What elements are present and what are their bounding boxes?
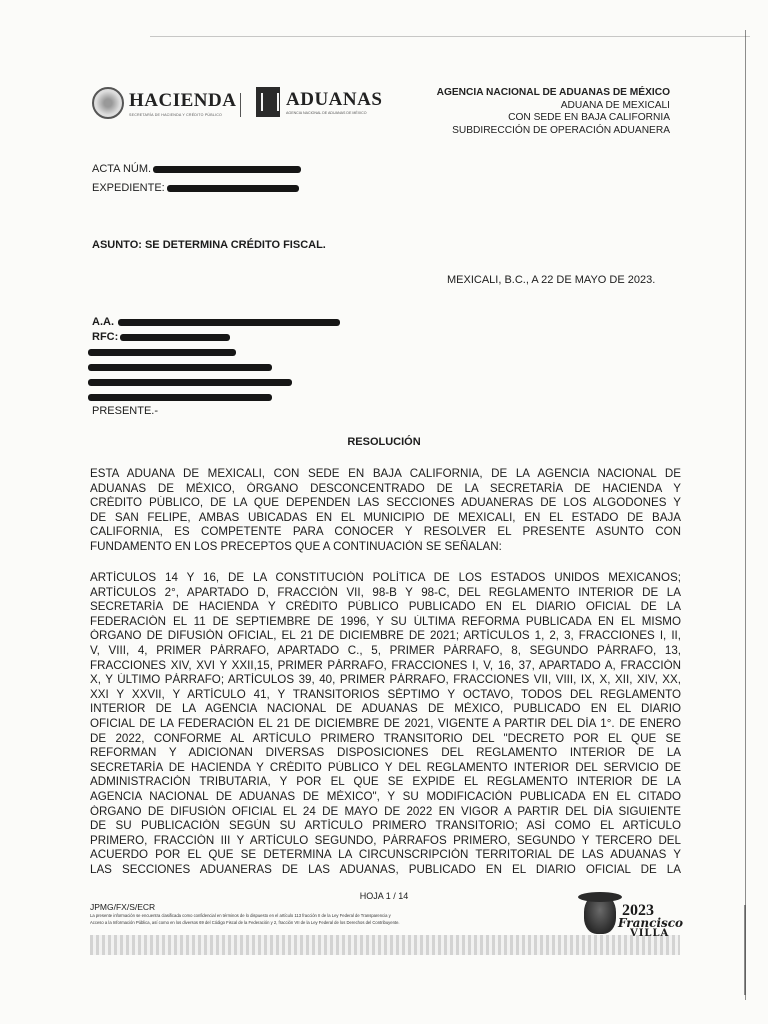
rfc-label: RFC: <box>92 331 119 343</box>
agency-name: AGENCIA NACIONAL DE ADUANAS DE MÉXICO <box>436 87 670 98</box>
redaction-mark <box>118 319 340 326</box>
text-line: SECRETARÍA DE HACIENDA Y CRÉDITO PÚBLICO PUBLICADO EN EL DIARIO OFICIAL DE LA <box>90 600 681 614</box>
legal-basis-paragraph <box>90 571 681 877</box>
author-initials: JPMG/FX/S/ECR <box>90 902 156 912</box>
aduanas-logo <box>256 87 382 117</box>
text-line: DE SU PUBLICACIÓN SEGÚN SU ARTÍCULO PRIMERO TRANSITORIO; ASÍ COMO EL ARTÍCULO <box>90 819 681 833</box>
text-line: V, VIII, 4, PRIMER PÁRRAFO, APARTADO C., 5, PRIMER PÁRRAFO, 8, SEGUNDO PÁRRAFO, 13, <box>90 643 681 657</box>
expediente-field <box>92 182 299 194</box>
logo-year: 2023 <box>622 902 654 919</box>
logo-name-last: VILLA <box>630 928 670 939</box>
redacted-address-line <box>88 394 272 401</box>
aduanas-title: ADUANAS <box>286 89 383 110</box>
text-line: FUNDAMENTO EN LOS PRECEPTOS QUE A CONTINUACIÓN SE SEÑALAN: <box>90 539 502 553</box>
text-line: FEDERACIÓN EL 11 DE SEPTIEMBRE DE 1996, Y SU ÚLTIMA REFORMA PUBLICADA EN EL MISMO <box>90 614 681 628</box>
text-line: LAS SECCIONES ADUANERAS DE LAS ADUANAS, PUBLICADO EN EL DIARIO OFICIAL DE LA <box>90 862 681 876</box>
redaction-mark <box>167 185 299 192</box>
confidentiality-note <box>90 913 595 926</box>
redaction-mark <box>153 166 301 173</box>
aduanas-subtitle: AGENCIA NACIONAL DE ADUANAS DE MÉXICO <box>286 111 367 115</box>
text-line: XXI Y XXVII, Y ARTÍCULO 41, Y TRANSITORIOS SÉPTIMO Y OCTAVO, TODOS DEL REGLAMENTO <box>90 687 681 701</box>
salutation: PRESENTE.- <box>92 405 159 417</box>
acta-field <box>92 163 301 175</box>
text-line: CALIFORNIA, ES COMPETENTE PARA CONOCER Y RESOLVER EL PRESENTE ASUNTO CON <box>90 525 681 539</box>
section-title: RESOLUCIÓN <box>347 436 421 448</box>
francisco-villa-2023-logo <box>578 888 690 954</box>
text-line: DE 2022, CONFORME AL ARTÍCULO PRIMERO TRANSITORIO DEL "DECRETO POR EL QUE SE <box>90 731 681 745</box>
footnote-line: La presente información se encuentra clasificada como confidencial en términos de lo dispuesto en el artículo 113 fracción II de la Ley Federal de Transparencia y <box>90 913 391 918</box>
text-line: PRIMERO, FRACCIÓN III Y ARTÍCULO SEGUNDO, PÁRRAFOS PRIMERO, SEGUNDO Y TERCERO DEL <box>90 833 681 847</box>
competence-paragraph <box>90 467 681 555</box>
hacienda-logo <box>92 87 236 119</box>
footnote-line: Acceso a la Información Pública, así como en los diversos 69 del Código Fiscal de la Federación y 2, fracción VII de la Ley Federal de los Derechos del Contribuyente. <box>90 919 400 925</box>
text-line: ADUANAS DE MÉXICO, ÓRGANO DESCONCENTRADO DE LA SECRETARÍA DE HACIENDA Y <box>90 481 681 495</box>
aa-label: A.A. <box>92 316 114 328</box>
text-line: INTERIOR DE LA AGENCIA NACIONAL DE ADUANAS DE MÉXICO, PUBLICADO EN EL DIARIO <box>90 702 681 716</box>
redacted-address-line <box>88 364 272 371</box>
text-line: SECRETARÍA DE HACIENDA Y CRÉDITO PÚBLICO Y DEL REGLAMENTO INTERIOR DEL SERVICIO DE <box>90 760 681 774</box>
scan-margin-mark <box>744 905 746 995</box>
text-line: ESTA ADUANA DE MEXICALI, CON SEDE EN BAJA CALIFORNIA, DE LA AGENCIA NACIONAL DE <box>90 467 681 480</box>
acta-label: ACTA NÚM. <box>92 163 152 175</box>
place-date: MEXICALI, B.C., A 22 DE MAYO DE 2023. <box>447 274 656 286</box>
expediente-label: EXPEDIENTE: <box>92 182 165 194</box>
text-line: OFICIAL DE LA FEDERACIÓN EL 21 DE DICIEMBRE DE 2021, VIGENTE A PARTIR DEL DÍA 1°. DE ENERO <box>90 716 681 730</box>
scan-edge-top <box>150 36 750 37</box>
text-line: CRÉDITO PÚBLICO, DE LA QUE DEPENDEN LAS SECCIONES ADUANERAS DE LOS ALGODONES Y <box>90 496 681 510</box>
national-seal-icon <box>92 87 124 119</box>
text-line: DE SAN FELIPE, AMBAS UBICADAS EN EL MUNICIPIO DE MEXICALI, EN EL ESTADO DE BAJA <box>90 510 681 524</box>
hacienda-subtitle: SECRETARÍA DE HACIENDA Y CRÉDITO PÚBLICO <box>129 112 223 117</box>
rfc-field <box>92 331 230 343</box>
logo-name-first: Francisco <box>618 916 684 930</box>
text-line: X, Y ÚLTIMO PÁRRAFO; ARTÍCULOS 39, 40, PRIMER PÁRRAFO, FRACCIONES VII, VIII, IX, X, XII, XIV, XX, <box>90 673 681 687</box>
redacted-address-line <box>88 349 236 356</box>
text-line: REFORMAN Y ADICIONAN DIVERSAS DISPOSICIONES DEL REGLAMENTO INTERIOR DE LA <box>90 746 681 760</box>
subject-line: ASUNTO: SE DETERMINA CRÉDITO FISCAL. <box>92 239 326 251</box>
page-number: HOJA 1 / 14 <box>359 891 409 901</box>
text-line: ÓRGANO DE DIFUSIÓN OFICIAL EL 24 DE MAYO DE 2022 EN VIGOR A PARTIR DEL DÍA SIGUIENTE <box>90 804 681 818</box>
text-line: ÓRGANO DE DIFUSIÓN OFICIAL, EL 21 DE DICIEMBRE DE 2021; ARTÍCULOS 1, 2, 3, FRACCIONES I, II, <box>90 629 681 643</box>
redaction-mark <box>120 334 230 341</box>
agency-block <box>437 87 670 137</box>
agency-office: ADUANA DE MEXICALI <box>560 99 670 111</box>
text-line: AGENCIA NACIONAL DE ADUANAS DE MÉXICO", Y SU MODIFICACIÓN PUBLICADA EN EL CITADO <box>90 789 681 803</box>
text-line: FRACCIONES XIV, XVI Y XXII,15, PRIMER PÁRRAFO, FRACCIONES I, V, 16, 37, APARTADO A, FRACCIÓN <box>90 658 681 672</box>
text-line: ARTÍCULOS 14 Y 16, DE LA CONSTITUCIÓN POLÍTICA DE LOS ESTADOS UNIDOS MEXICANOS; <box>90 571 681 584</box>
redacted-address-line <box>88 379 292 386</box>
addressee-field <box>92 316 340 328</box>
scan-edge-right <box>745 30 746 1000</box>
text-line: ARTÍCULOS 2°, APARTADO D, FRACCIÓN VII, 98-B Y 98-C, DEL REGLAMENTO INTERIOR DE LA <box>90 585 681 599</box>
text-line: ACUERDO POR EL QUE SE DETERMINA LA CIRCUNSCRIPCIÓN TERRITORIAL DE LAS ADUANAS Y <box>90 848 681 862</box>
logo-divider <box>240 93 241 117</box>
agency-seat: CON SEDE EN BAJA CALIFORNIA <box>508 112 670 123</box>
agency-subdirection: SUBDIRECCIÓN DE OPERACIÓN ADUANERA <box>452 124 670 136</box>
text-line: ADMINISTRACIÓN TRIBUTARIA, Y POR EL QUE SE EXPIDE EL REGLAMENTO INTERIOR DE LA <box>90 775 681 789</box>
hacienda-title: HACIENDA <box>129 89 237 111</box>
sombrero-icon <box>578 892 622 902</box>
aduanas-emblem-icon <box>256 87 280 117</box>
